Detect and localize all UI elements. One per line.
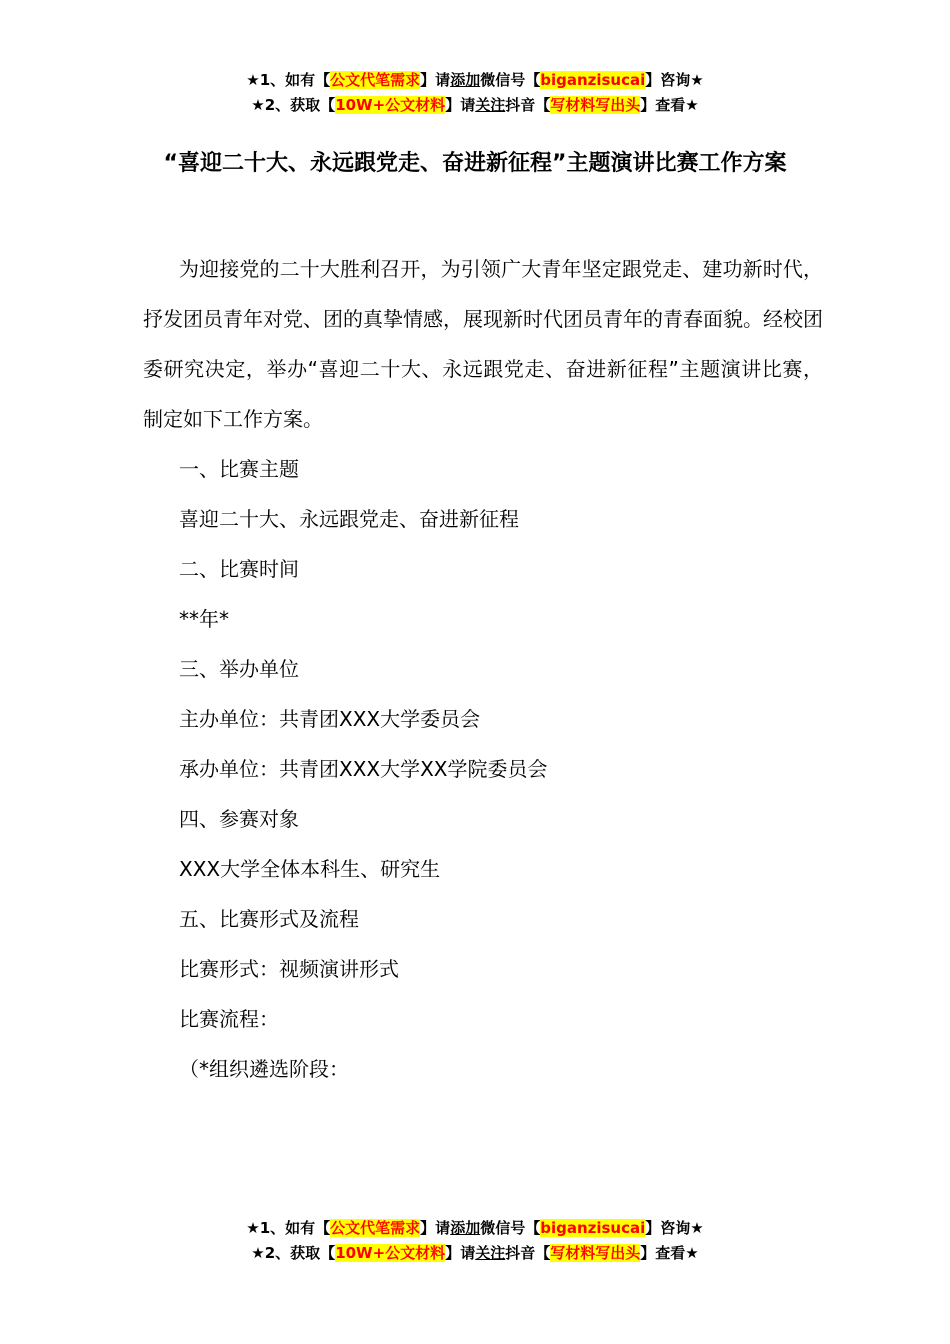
section-heading-time: 二、比赛时间 bbox=[179, 557, 299, 581]
highlight-wechat-id: biganzisucai bbox=[540, 71, 646, 89]
format-text: 比赛形式：视频演讲形式 bbox=[179, 957, 399, 981]
promo-line-2: ★2、获取【10W+公文材料】请关注抖音【写材料写出头】查看★ bbox=[251, 1244, 699, 1262]
section-heading-organizers: 三、举办单位 bbox=[179, 657, 299, 681]
document-body bbox=[143, 244, 823, 1094]
promo-line-1: ★1、如有【公文代笔需求】请添加微信号【biganzisucai】咨询★ bbox=[246, 71, 704, 89]
co-organizer: 承办单位：共青团XXX大学XX学院委员会 bbox=[179, 757, 548, 781]
section-heading-theme: 一、比赛主题 bbox=[179, 457, 299, 481]
promo-line-2: ★2、获取【10W+公文材料】请关注抖音【写材料写出头】查看★ bbox=[251, 96, 699, 114]
section-heading-participants: 四、参赛对象 bbox=[179, 807, 299, 831]
theme-text: 喜迎二十大、永远跟党走、奋进新征程 bbox=[179, 507, 519, 531]
promo-banner-top bbox=[0, 68, 950, 118]
document-title: “喜迎二十大、永远跟党走、奋进新征程”主题演讲比赛工作方案 bbox=[163, 151, 787, 176]
participants-text: XXX大学全体本科生、研究生 bbox=[179, 857, 441, 881]
highlight-douyin: 写材料写出头 bbox=[550, 1244, 641, 1262]
highlight-service: 公文代笔需求 bbox=[330, 1219, 421, 1237]
process-stage-1: （*组织遴选阶段： bbox=[179, 1057, 349, 1081]
intro-paragraph: 为迎接党的二十大胜利召开，为引领广大青年坚定跟党走、建功新时代，抒发团员青年对党、团的真挚情感，展现新时代团员青年的青春面貌。经校团委研究决定，举办“喜迎二十大、永远跟党走、奋进新征程”主题演讲比赛，制定如下工作方案。 bbox=[143, 257, 823, 431]
promo-line-1: ★1、如有【公文代笔需求】请添加微信号【biganzisucai】咨询★ bbox=[246, 1219, 704, 1237]
time-text: **年* bbox=[179, 607, 229, 631]
highlight-service: 公文代笔需求 bbox=[330, 71, 421, 89]
highlight-materials: 10W+公文材料 bbox=[335, 96, 446, 114]
highlight-wechat-id: biganzisucai bbox=[540, 1219, 646, 1237]
host-organizer: 主办单位：共青团XXX大学委员会 bbox=[179, 707, 481, 731]
process-label: 比赛流程： bbox=[179, 1007, 279, 1031]
promo-banner-bottom bbox=[0, 1216, 950, 1266]
highlight-douyin: 写材料写出头 bbox=[550, 96, 641, 114]
section-heading-format: 五、比赛形式及流程 bbox=[179, 907, 359, 931]
highlight-materials: 10W+公文材料 bbox=[335, 1244, 446, 1262]
